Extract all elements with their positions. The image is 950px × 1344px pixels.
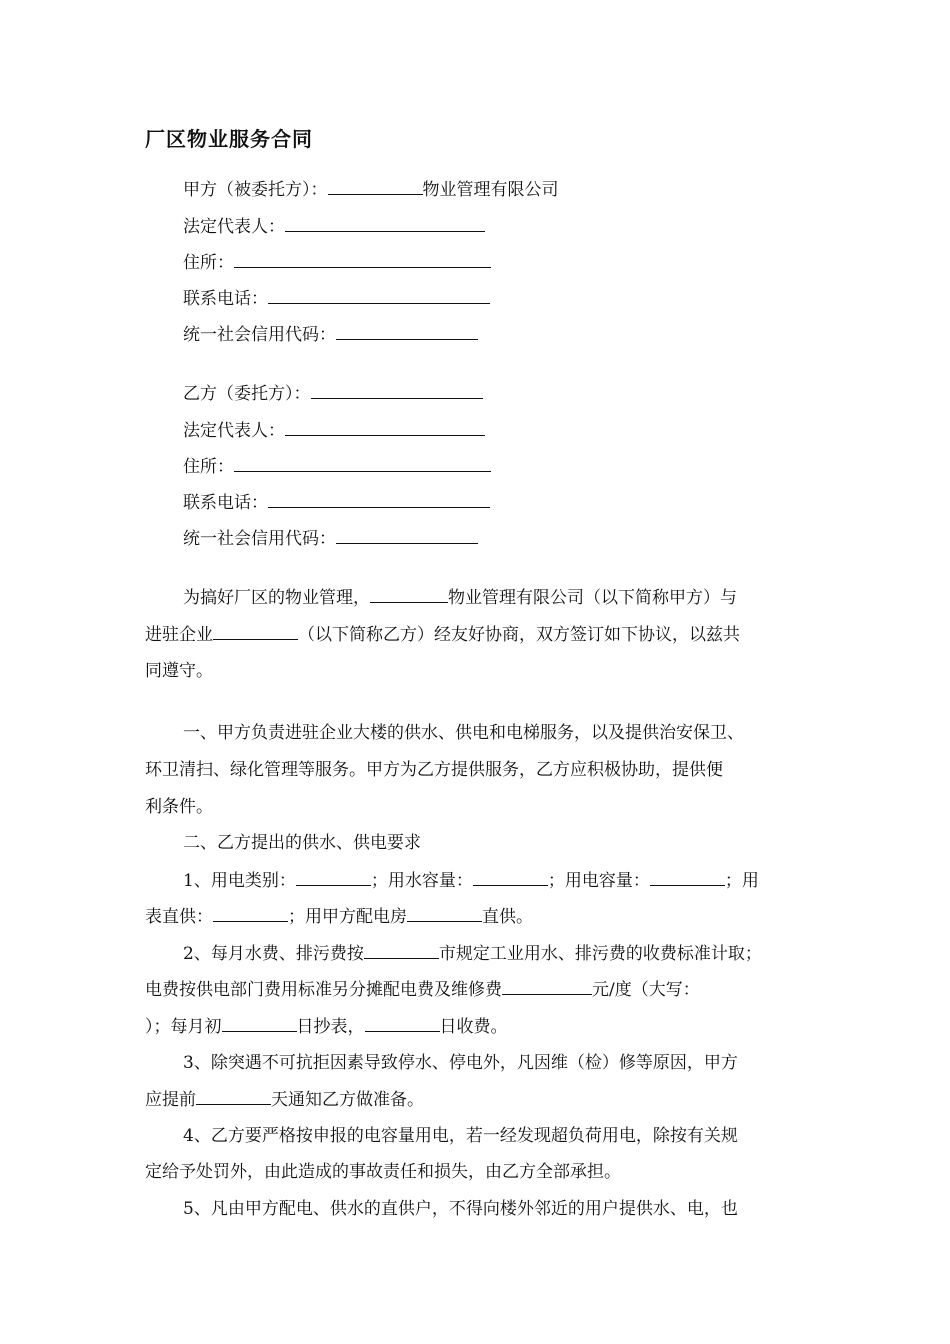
document-title: 厂区物业服务合同	[145, 127, 313, 151]
party-b-phone-label: 联系电话：	[183, 493, 268, 513]
party-a-code-blank[interactable]	[336, 321, 478, 340]
meter-direct-blank[interactable]	[213, 903, 288, 922]
party-a-name-blank[interactable]	[328, 176, 423, 195]
party-b-addr-blank[interactable]	[234, 453, 491, 472]
party-a-addr-blank[interactable]	[234, 249, 491, 268]
party-b-name-blank[interactable]	[311, 380, 483, 399]
clause-text: 环卫清扫、绿化管理等服务。甲方为乙方提供服务，乙方应积极协助，提供便	[145, 760, 723, 780]
item5-line-1	[183, 1196, 738, 1222]
item-text: ；用	[724, 871, 759, 891]
party-a-addr-row	[183, 249, 491, 273]
item-text: 5、凡由甲方配电、供水的直供户，不得向楼外邻近的用户提供水、电，也	[183, 1199, 738, 1219]
item2-line-1	[183, 940, 762, 966]
party-b-rep-row	[183, 417, 485, 441]
notice-days-blank[interactable]	[196, 1086, 271, 1105]
clause-text: 一、甲方负责进驻企业大楼的供水、供电和电梯服务，以及提供治安保卫、	[183, 723, 744, 743]
party-b-rep-label: 法定代表人：	[183, 421, 285, 441]
item-text: ；用甲方配电房	[288, 907, 407, 927]
party-b-addr-row	[183, 453, 491, 477]
intro-company-blank[interactable]	[370, 584, 448, 603]
item-text: 表直供：	[145, 907, 213, 927]
party-a-rep-blank[interactable]	[285, 213, 485, 232]
party-b-code-label: 统一社会信用代码：	[183, 529, 336, 549]
item1-line-1	[183, 867, 759, 893]
intro-line-2	[145, 621, 740, 647]
intro-text: 进驻企业	[145, 625, 213, 645]
item-text: ）；每月初	[145, 1017, 222, 1037]
intro-text: 物业管理有限公司（以下简称甲方）与	[448, 588, 737, 608]
item-text: 市规定工业用水、排污费的收费标准计取；	[438, 944, 762, 964]
party-b-phone-blank[interactable]	[268, 489, 490, 508]
intro-text: （以下简称乙方）经友好协商，双方签订如下协议，以兹共	[298, 625, 740, 645]
intro-line-3	[145, 658, 213, 684]
item-text: 电费按供电部门费用标准另分摊配电费及维修费	[145, 980, 502, 1000]
party-a-code-label: 统一社会信用代码：	[183, 325, 336, 345]
item-text: ；用水容量：	[370, 871, 473, 891]
intro-text: 为搞好厂区的物业管理，	[183, 588, 370, 608]
clause1-line-3	[145, 794, 213, 820]
city-blank[interactable]	[364, 940, 439, 959]
item-text: 天通知乙方做准备。	[271, 1090, 424, 1110]
party-a-addr-label: 住所：	[183, 253, 234, 273]
party-b-code-row	[183, 525, 478, 549]
clause2-heading	[183, 830, 421, 856]
item-text: 3、除突遇不可抗拒因素导致停水、停电外，凡因维（检）修等原因，甲方	[183, 1053, 738, 1073]
party-a-name-suffix: 物业管理有限公司	[422, 180, 559, 200]
item-text: 应提前	[145, 1090, 196, 1110]
meter-reading-day-blank[interactable]	[222, 1013, 297, 1032]
party-a-rep-label: 法定代表人：	[183, 217, 285, 237]
item1-line-2	[145, 903, 533, 929]
party-b-name-label: 乙方（委托方）：	[183, 384, 311, 404]
clause1-line-2	[145, 757, 723, 783]
party-b-name-row	[183, 380, 483, 404]
party-b-addr-label: 住所：	[183, 457, 234, 477]
intro-enterprise-blank[interactable]	[213, 621, 298, 640]
item-text: 2、每月水费、排污费按	[183, 944, 364, 964]
intro-line-1	[183, 584, 737, 610]
clause1-line-1	[183, 720, 744, 746]
fee-per-kwh-blank[interactable]	[502, 976, 592, 995]
item-text: 定给予处罚外，由此造成的事故责任和损失，由乙方全部承担。	[145, 1162, 621, 1182]
item-text: ；用电容量：	[547, 871, 650, 891]
party-b-rep-blank[interactable]	[285, 417, 485, 436]
party-b-code-blank[interactable]	[336, 525, 478, 544]
party-a-name-label: 甲方（被委托方）：	[183, 180, 328, 200]
power-capacity-blank[interactable]	[650, 867, 725, 886]
clause-text: 利条件。	[145, 797, 213, 817]
distribution-room-blank[interactable]	[407, 903, 482, 922]
item-text: 日收费。	[439, 1017, 508, 1037]
item-text: 日抄表，	[296, 1017, 365, 1037]
item3-line-2	[145, 1086, 424, 1112]
clause-heading: 二、乙方提出的供水、供电要求	[183, 833, 421, 853]
water-capacity-blank[interactable]	[473, 867, 548, 886]
party-a-phone-row	[183, 285, 490, 309]
item3-line-1	[183, 1050, 738, 1076]
party-b-phone-row	[183, 489, 490, 513]
item4-line-2	[145, 1159, 621, 1185]
item-text: 元/度（大写：	[592, 980, 700, 1000]
intro-text: 同遵守。	[145, 661, 213, 681]
item2-line-2	[145, 976, 700, 1002]
party-a-phone-label: 联系电话：	[183, 289, 268, 309]
item4-line-1	[183, 1123, 738, 1149]
item-text: 4、乙方要严格按申报的电容量用电，若一经发现超负荷用电，除按有关规	[183, 1126, 738, 1146]
power-type-blank[interactable]	[296, 867, 371, 886]
billing-day-blank[interactable]	[365, 1013, 440, 1032]
item-text: 1、用电类别：	[183, 871, 296, 891]
party-a-rep-row	[183, 213, 485, 237]
item2-line-3	[145, 1013, 508, 1039]
party-a-name-row	[183, 176, 559, 200]
item-text: 直供。	[482, 907, 533, 927]
party-a-code-row	[183, 321, 478, 345]
party-a-phone-blank[interactable]	[268, 285, 490, 304]
